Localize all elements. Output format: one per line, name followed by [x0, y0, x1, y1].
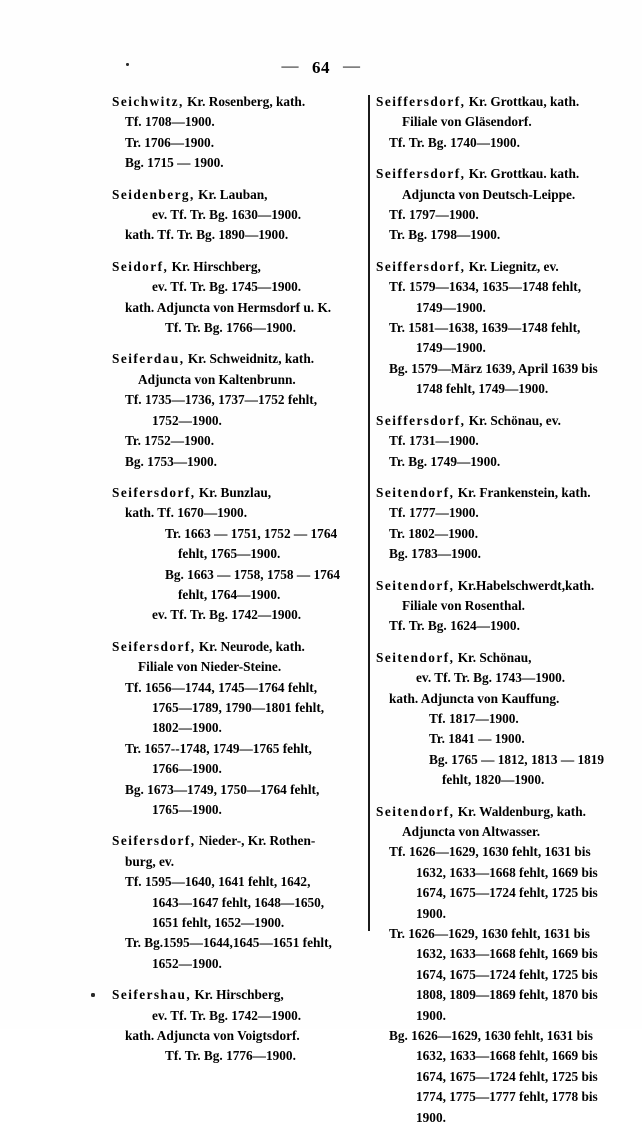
- entry-record-line: Tr. 1752—1900.: [125, 433, 215, 449]
- entry-record-line: 1765—1900.: [152, 802, 222, 817]
- place-name: Seifersdorf,: [112, 638, 196, 654]
- column-left: [112, 92, 364, 1067]
- entry-record-line: Tf. 1817—1900.: [429, 710, 519, 726]
- entry-record-line: Tr. Bg. 1798—1900.: [389, 227, 501, 243]
- place-name: Seitendorf,: [376, 484, 455, 500]
- entry-record-line: Adjuncta von Kaltenbrunn.: [138, 371, 296, 387]
- place-qualifier: Kr. Rosenberg, kath.: [183, 94, 306, 109]
- entry-record-line: 1808, 1809—1869 fehlt, 1870 bis: [416, 987, 598, 1003]
- entry-record-line: Tf. 1797—1900.: [389, 207, 479, 223]
- entry-record-line: 1651 fehlt, 1652—1900.: [152, 915, 285, 931]
- entry-record-line: Bg. 1765 — 1812, 1813 — 1819: [429, 751, 605, 767]
- place-qualifier: Kr. Lauban,: [194, 186, 268, 202]
- entry-record-line: Tr. 1626—1629, 1630 fehlt, 1631 bis: [389, 926, 590, 942]
- entry-record-line: Tf. 1656—1744, 1745—1764 fehlt,: [125, 679, 318, 695]
- directory-entry: [112, 985, 364, 1067]
- entry-headword-line: [112, 483, 364, 503]
- directory-entry: [112, 831, 364, 974]
- entry-record-line: Tr. 1706—1900.: [125, 134, 215, 150]
- place-name: Seiffersdorf,: [376, 166, 466, 182]
- place-qualifier: Kr. Liegnitz, ev.: [465, 258, 559, 274]
- entry-headword-line: [112, 185, 364, 205]
- entry-record-line: 1632, 1633—1668 fehlt, 1669 bis: [416, 946, 598, 962]
- entry-headword-line: [376, 411, 642, 431]
- entry-record-line: ev. Tf. Tr. Bg. 1745—1900.: [152, 279, 302, 295]
- entry-record-line: kath. Adjuncta von Hermsdorf u. K.: [125, 299, 332, 315]
- entry-record-line: Tf. Tr. Bg. 1740—1900.: [389, 134, 520, 150]
- entry-headword-line: [376, 92, 642, 112]
- entry-record-line: 1652—1900.: [152, 955, 222, 971]
- entry-record-line: fehlt, 1765—1900.: [178, 546, 281, 562]
- entry-record-line: fehlt, 1764—1900.: [178, 586, 281, 602]
- page-number: 64: [312, 58, 330, 77]
- place-name: Seiffersdorf,: [376, 412, 466, 428]
- entry-record-line: ev. Tf. Tr. Bg. 1742—1900.: [152, 1007, 302, 1023]
- entry-record-line: Bg. 1753—1900.: [125, 453, 217, 469]
- entry-record-line: Tf. 1595—1640, 1641 fehlt, 1642,: [125, 874, 311, 890]
- entry-record-line: Bg. 1626—1629, 1630 fehlt, 1631 bis: [389, 1028, 593, 1044]
- entry-record-line: 1674, 1675—1724 fehlt, 1725 bis: [416, 966, 598, 982]
- rule-dash-right: —: [343, 56, 361, 75]
- entry-record-line: kath. Tf. 1670—1900.: [125, 505, 248, 521]
- place-qualifier: Kr. Waldenburg, kath.: [454, 803, 586, 819]
- entry-headword-line: [376, 164, 642, 184]
- directory-entry: [376, 576, 642, 637]
- place-qualifier: Kr. Hirschberg,: [191, 987, 284, 1003]
- directory-entry: [376, 802, 642, 1128]
- entry-record-line: Adjuncta von Altwasser.: [402, 824, 541, 839]
- place-qualifier: Kr.Habelschwerdt,kath.: [454, 577, 595, 593]
- entry-record-line: Tr. 1663 — 1751, 1752 — 1764: [165, 525, 338, 541]
- column-right: [376, 92, 642, 1128]
- entry-headword-line: [112, 257, 364, 277]
- directory-entry: [376, 648, 642, 791]
- directory-entry: [112, 637, 364, 821]
- entry-record-line: 1765—1789, 1790—1801 fehlt,: [152, 699, 325, 715]
- directory-entry: [112, 257, 364, 339]
- entry-record-line: Tf. 1708—1900.: [125, 114, 215, 130]
- directory-entry: [376, 483, 642, 565]
- place-qualifier: Kr. Schweidnitz, kath.: [184, 351, 315, 367]
- place-qualifier: Kr. Grottkau. kath.: [465, 166, 580, 182]
- place-name: Seidorf,: [112, 258, 169, 274]
- place-qualifier: Kr. Hirschberg,: [168, 258, 261, 274]
- entry-record-line: Tr. 1581—1638, 1639—1748 fehlt,: [389, 320, 581, 336]
- directory-entry: [112, 92, 364, 174]
- entry-record-line: 1674, 1675—1724 fehlt, 1725 bis: [416, 885, 598, 901]
- place-name: Seiffersdorf,: [376, 258, 466, 274]
- entry-record-line: Tr. Bg. 1749—1900.: [389, 453, 501, 469]
- entry-record-line: 1766—1900.: [152, 761, 222, 777]
- place-qualifier: Kr. Bunzlau,: [195, 484, 272, 500]
- running-head: [0, 58, 642, 78]
- entry-record-line: 1643—1647 fehlt, 1648—1650,: [152, 894, 325, 910]
- entry-headword-line: [112, 985, 364, 1005]
- entry-record-line: Tf. 1731—1900.: [389, 433, 479, 449]
- entry-record-line: 1752—1900.: [152, 412, 222, 428]
- entry-record-line: 1674, 1675—1724 fehlt, 1725 bis: [416, 1068, 598, 1084]
- place-qualifier: Kr. Frankenstein, kath.: [454, 484, 591, 500]
- directory-entry: [376, 164, 642, 246]
- entry-record-line: fehlt, 1820—1900.: [442, 772, 545, 788]
- entry-record-line: Bg. 1579—März 1639, April 1639 bis: [389, 360, 598, 376]
- entry-record-line: 1900.: [416, 905, 446, 921]
- directory-entry: [376, 411, 642, 472]
- entry-record-line: 1749—1900.: [416, 299, 486, 315]
- place-name: Seifershau,: [112, 987, 192, 1003]
- place-qualifier: Kr. Schönau, ev.: [465, 412, 561, 428]
- entry-headword-line: [376, 257, 642, 277]
- entry-record-line: burg, ev.: [125, 853, 175, 869]
- entry-record-line: kath. Tf. Tr. Bg. 1890—1900.: [125, 227, 289, 243]
- entry-record-line: Tf. Tr. Bg. 1776—1900.: [165, 1048, 296, 1064]
- entry-record-line: Filiale von Rosenthal.: [402, 597, 526, 613]
- entry-record-line: Adjuncta von Deutsch-Leippe.: [402, 186, 576, 202]
- entry-record-line: Tf. 1777—1900.: [389, 505, 479, 521]
- ink-speck-bottom: [91, 993, 95, 997]
- entry-record-line: 1632, 1633—1668 fehlt, 1669 bis: [416, 864, 598, 880]
- entry-headword-line: [112, 92, 364, 112]
- entry-record-line: ev. Tf. Tr. Bg. 1743—1900.: [416, 670, 566, 686]
- entry-headword-line: [376, 483, 642, 503]
- column-divider-rule: [368, 95, 370, 931]
- entry-record-line: kath. Adjuncta von Voigtsdorf.: [125, 1028, 300, 1044]
- directory-entry: [112, 483, 364, 626]
- place-name: Seifersdorf,: [112, 833, 196, 849]
- directory-entry: [376, 257, 642, 400]
- place-name: Seiferdau,: [112, 351, 185, 367]
- entry-record-line: 1774, 1775—1777 fehlt, 1778 bis: [416, 1089, 598, 1105]
- entry-record-line: 1748 fehlt, 1749—1900.: [416, 381, 549, 397]
- place-name: Seitendorf,: [376, 577, 455, 593]
- entry-record-line: Filiale von Nieder-Steine.: [138, 659, 282, 675]
- place-qualifier: Kr. Grottkau, kath.: [465, 94, 580, 109]
- entry-record-line: Tr. 1841 — 1900.: [429, 731, 525, 747]
- entry-record-line: Bg. 1663 — 1758, 1758 — 1764: [165, 566, 341, 582]
- entry-record-line: Tr. 1657--1748, 1749—1765 fehlt,: [125, 740, 312, 756]
- rule-dash-left: —: [281, 56, 299, 75]
- entry-record-line: Tf. 1579—1634, 1635—1748 fehlt,: [389, 279, 582, 295]
- entry-record-line: 1900.: [416, 1109, 446, 1125]
- place-name: Seichwitz,: [112, 94, 184, 109]
- entry-record-line: Bg. 1783—1900.: [389, 546, 481, 562]
- entry-record-line: Bg. 1673—1749, 1750—1764 fehlt,: [125, 781, 320, 797]
- entry-record-line: Tf. Tr. Bg. 1624—1900.: [389, 618, 520, 634]
- place-name: Seitendorf,: [376, 649, 455, 665]
- place-name: Seitendorf,: [376, 803, 455, 819]
- entry-record-line: Filiale von Gläsendorf.: [402, 114, 532, 130]
- place-name: Seifersdorf,: [112, 484, 196, 500]
- entry-record-line: ev. Tf. Tr. Bg. 1742—1900.: [152, 607, 302, 623]
- directory-entry: [376, 92, 642, 153]
- place-name: Seidenberg,: [112, 186, 195, 202]
- place-qualifier: Kr. Neurode, kath.: [195, 638, 305, 654]
- entry-headword-line: [376, 802, 642, 822]
- entry-record-line: Tf. 1626—1629, 1630 fehlt, 1631 bis: [389, 844, 591, 860]
- entry-record-line: Bg. 1715 — 1900.: [125, 155, 224, 171]
- entry-record-line: Tf. 1735—1736, 1737—1752 fehlt,: [125, 392, 318, 408]
- entry-record-line: 1900.: [416, 1007, 446, 1023]
- entry-record-line: Tf. Tr. Bg. 1766—1900.: [165, 320, 296, 336]
- entry-record-line: Tr. Bg.1595—1644,1645—1651 fehlt,: [125, 935, 332, 951]
- entry-record-line: 1632, 1633—1668 fehlt, 1669 bis: [416, 1048, 598, 1064]
- entry-record-line: 1749—1900.: [416, 340, 486, 356]
- directory-entry: [112, 185, 364, 246]
- entry-record-line: Tr. 1802—1900.: [389, 525, 479, 541]
- entry-headword-line: [376, 648, 642, 668]
- entry-record-line: 1802—1900.: [152, 720, 222, 736]
- directory-entry: [112, 349, 364, 471]
- place-name: Seiffersdorf,: [376, 94, 466, 109]
- entry-headword-line: [112, 831, 364, 851]
- entry-record-line: ev. Tf. Tr. Bg. 1630—1900.: [152, 207, 302, 223]
- entry-record-line: kath. Adjuncta von Kauffung.: [389, 690, 560, 706]
- entry-headword-line: [376, 576, 642, 596]
- entry-headword-line: [112, 637, 364, 657]
- place-qualifier: Nieder-, Kr. Rothen-: [195, 833, 316, 849]
- place-qualifier: Kr. Schönau,: [454, 649, 532, 665]
- entry-headword-line: [112, 349, 364, 369]
